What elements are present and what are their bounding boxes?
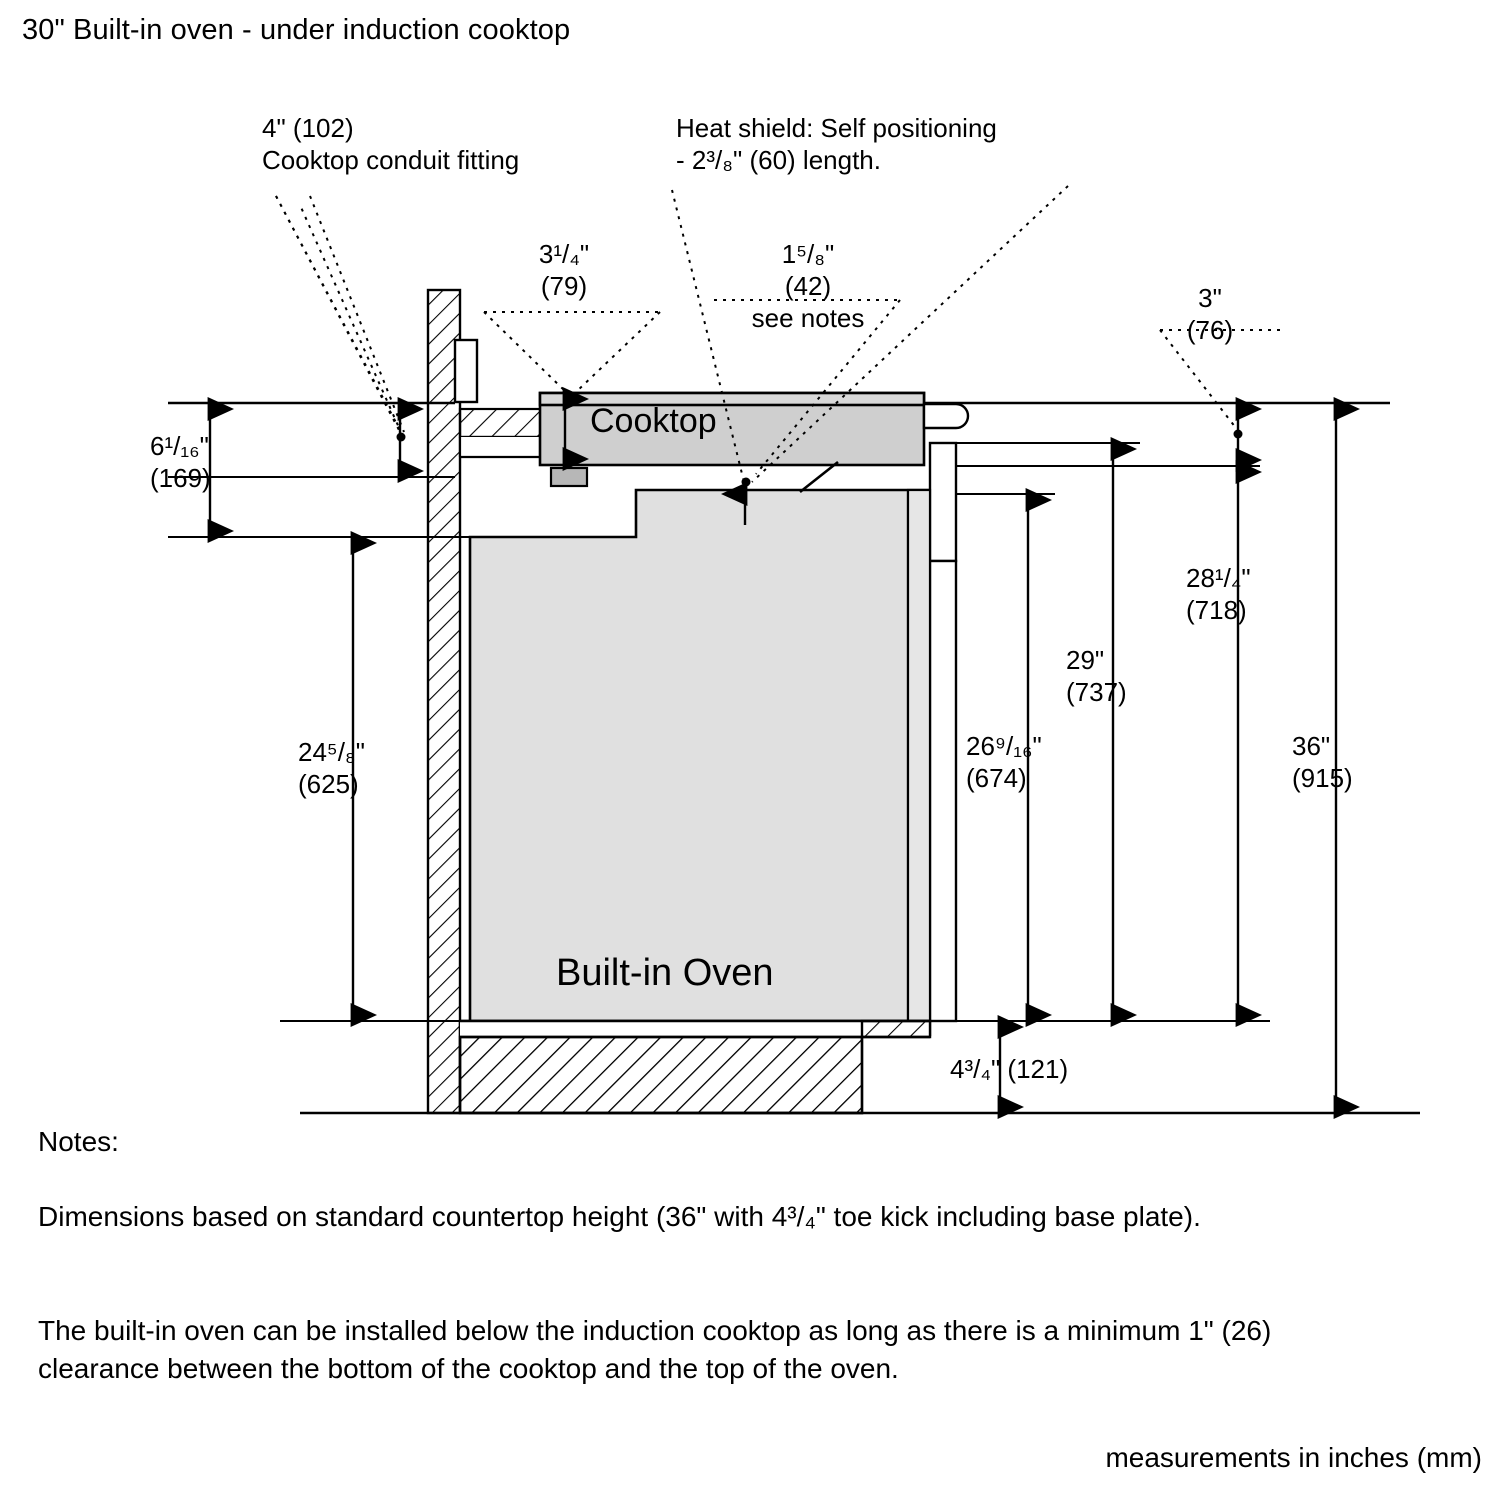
callout-heat-shield — [676, 112, 997, 176]
dimension-oven-top-height-mm: (737) — [1066, 677, 1127, 707]
dimension-cooktop-depth-front — [474, 238, 654, 302]
notes-heading: Notes: — [38, 1126, 119, 1157]
dimension-toe-kick-value: 4³/₄" (121) — [950, 1054, 1069, 1084]
page-title: 30" Built-in oven - under induction cooktop — [22, 14, 571, 46]
dimension-oven-body-height — [966, 730, 1166, 794]
callout-heat-shield-line1: Heat shield: Self positioning — [676, 113, 997, 143]
dimension-cutout-to-counter-mm: (718) — [1186, 595, 1247, 625]
dimension-cutout-to-counter-value: 28¹/₄" — [1186, 563, 1251, 593]
dimension-oven-body-height-mm: (674) — [966, 763, 1027, 793]
dimension-counter-height — [1292, 730, 1442, 794]
notes-paragraph-2: The built-in oven can be installed below the induction cooktop as long as there is a minimum 1" (26) clearance between the bottom of the cooktop and the top of the oven. — [38, 1315, 1272, 1384]
callout-conduit-fitting — [262, 112, 519, 176]
dimension-oven-top-height-value: 29" — [1066, 645, 1105, 675]
dimension-toe-kick — [950, 1053, 1190, 1085]
dimension-rear-clearance — [1150, 282, 1270, 346]
measurement-units-note: measurements in inches (mm) — [1105, 1442, 1482, 1473]
dimension-oven-top-height — [1066, 644, 1226, 708]
dimension-oven-cutout-height-value: 24⁵/₈" — [298, 737, 365, 767]
callout-heat-shield-line2: - 2³/₈" (60) length. — [676, 145, 881, 175]
dimension-counter-height-value: 36" — [1292, 731, 1331, 761]
dimension-cooktop-clearance-mm: (42) — [784, 271, 832, 301]
dimension-oven-body-height-value: 26⁹/₁₆" — [966, 731, 1042, 761]
label-built-in-oven: Built-in Oven — [556, 952, 774, 994]
dimension-cooktop-clearance-note: see notes — [751, 303, 865, 333]
label-cooktop: Cooktop — [590, 402, 717, 440]
dimension-rear-clearance-mm: (76) — [1186, 315, 1234, 345]
dimension-counter-height-mm: (915) — [1292, 763, 1353, 793]
dimension-oven-cutout-height-mm: (625) — [298, 769, 359, 799]
dimension-rear-clearance-value: 3" — [1198, 283, 1222, 313]
dimension-cutout-depth-upper-mm: (169) — [150, 463, 211, 493]
dimension-cooktop-clearance-value: 1⁵/₈" — [781, 239, 835, 269]
dimension-cutout-to-counter — [1186, 562, 1376, 626]
dimension-cooktop-depth-front-value: 3¹/₄" — [538, 239, 590, 269]
dimension-cooktop-clearance — [700, 238, 916, 334]
dimension-oven-cutout-height — [298, 736, 488, 800]
dimension-cutout-depth-upper — [150, 430, 340, 494]
dimension-cooktop-depth-front-mm: (79) — [540, 271, 588, 301]
callout-conduit-fitting-line2: Cooktop conduit fitting — [262, 145, 520, 175]
notes-paragraph-1: Dimensions based on standard countertop height (36" with 4³/₄" toe kick including base plate). — [38, 1201, 1201, 1232]
callout-conduit-fitting-line1: 4" (102) — [262, 113, 354, 143]
dimension-cutout-depth-upper-value: 6¹/₁₆" — [150, 431, 209, 461]
